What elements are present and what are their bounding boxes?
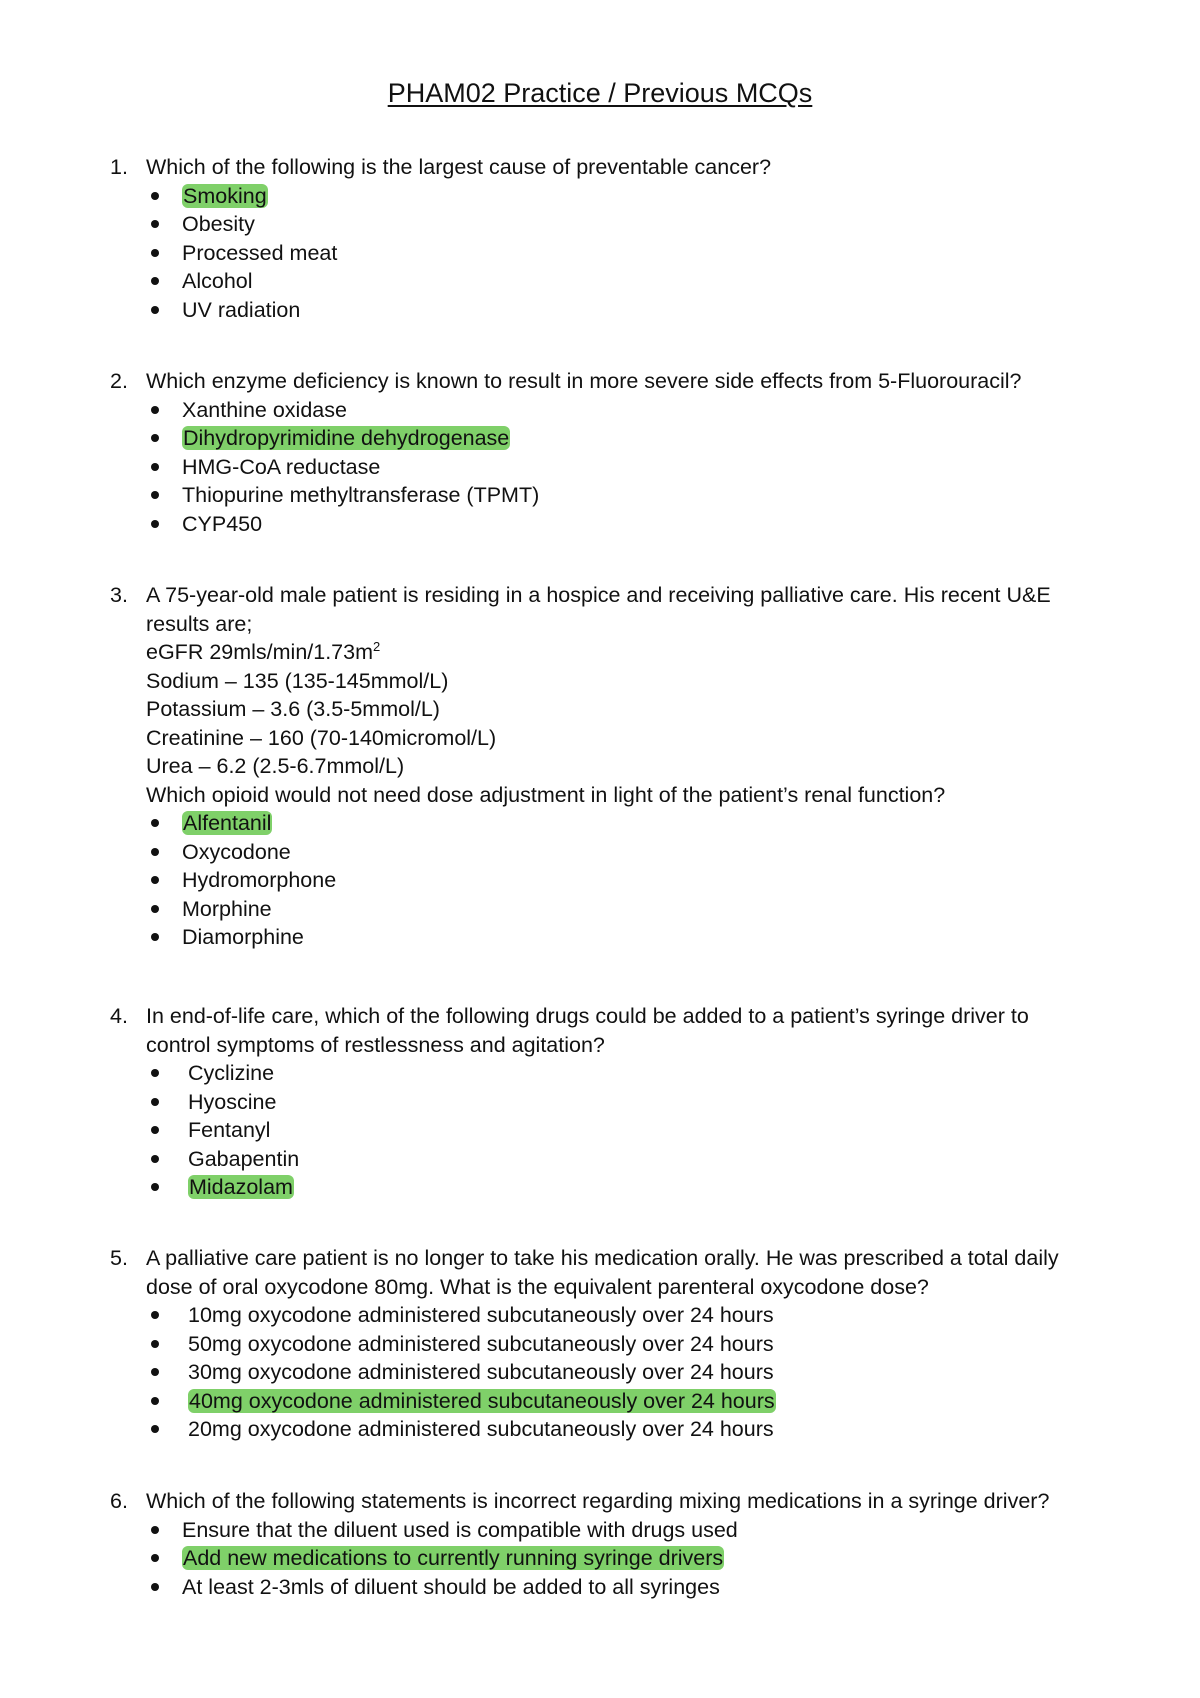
question-text: In end-of-life care, which of the following drugs could be added to a patient’s syringe driver to (146, 1004, 1029, 1028)
bullet-icon (151, 1425, 159, 1433)
question-number: 5. (110, 1246, 128, 1270)
bullet-icon (151, 406, 159, 414)
bullet-icon (151, 1340, 159, 1348)
option-item (110, 1516, 1110, 1545)
option-item (110, 396, 1110, 425)
option-item (110, 481, 1110, 510)
question-text: results are; (146, 611, 253, 636)
question-text: dose of oral oxycodone 80mg. What is the equivalent parenteral oxycodone dose? (146, 1274, 929, 1299)
options-list (110, 396, 1110, 539)
question-number: 1. (110, 155, 128, 179)
option-text: Hydromorphone (182, 868, 337, 892)
correct-answer: Midazolam (189, 1175, 293, 1199)
lab-result: Potassium – 3.6 (3.5-5mmol/L) (146, 697, 440, 721)
bullet-icon (151, 1368, 159, 1376)
options-list (110, 1059, 1110, 1202)
bullet-icon (151, 819, 159, 827)
bullet-icon (151, 1126, 159, 1134)
option-item (110, 1145, 1110, 1174)
option-item (110, 510, 1110, 539)
option-text: Hyoscine (188, 1089, 277, 1114)
bullet-icon (151, 848, 159, 856)
options-list (110, 1516, 1110, 1602)
bullet-icon (151, 1069, 159, 1077)
bullet-icon (151, 876, 159, 884)
option-item (110, 1059, 1110, 1088)
bullet-icon (151, 277, 159, 285)
bullet-icon (151, 491, 159, 499)
option-item (110, 838, 1110, 867)
question-number: 6. (110, 1489, 128, 1513)
option-text: 50mg oxycodone administered subcutaneously over 24 hours (188, 1331, 774, 1356)
question-number: 4. (110, 1004, 128, 1028)
question-text: Which of the following statements is incorrect regarding mixing medications in a syringe driver? (146, 1489, 1050, 1513)
option-item (110, 267, 1110, 296)
option-item (110, 809, 1110, 838)
bullet-icon (151, 905, 159, 913)
option-text: Ensure that the diluent used is compatible with drugs used (182, 1517, 738, 1542)
option-text: Cyclizine (188, 1061, 275, 1085)
option-text: UV radiation (182, 297, 301, 322)
option-item (110, 1088, 1110, 1117)
option-item (110, 1415, 1110, 1444)
option-text: Alcohol (182, 269, 253, 293)
option-text: Fentanyl (188, 1118, 271, 1142)
correct-answer: 40mg oxycodone administered subcutaneously over 24 hours (189, 1388, 775, 1413)
page-title: PHAM02 Practice / Previous MCQs (387, 78, 813, 108)
option-item (110, 1387, 1110, 1416)
option-text: 10mg oxycodone administered subcutaneously over 24 hours (188, 1303, 774, 1327)
question-6 (110, 1487, 1110, 1601)
option-text: Gabapentin (188, 1146, 300, 1171)
correct-answer: Alfentanil (183, 811, 272, 835)
correct-answer: Dihydropyrimidine dehydrogenase (183, 426, 510, 450)
option-item (110, 182, 1110, 211)
option-text: Morphine (182, 896, 272, 921)
option-item (110, 1173, 1110, 1202)
option-item (110, 1301, 1110, 1330)
option-text: CYP450 (182, 511, 263, 536)
correct-answer: Smoking (183, 183, 267, 208)
options-list (110, 182, 1110, 325)
question-text: Which of the following is the largest cause of preventable cancer? (146, 155, 772, 179)
option-item (110, 424, 1110, 453)
options-list (110, 809, 1110, 952)
option-text: Thiopurine methyltransferase (TPMT) (182, 483, 540, 507)
option-item (110, 210, 1110, 239)
question-5 (110, 1244, 1110, 1444)
question-4 (110, 1002, 1110, 1202)
option-item (110, 453, 1110, 482)
option-item (110, 1330, 1110, 1359)
option-item (110, 1544, 1110, 1573)
option-item (110, 866, 1110, 895)
bullet-icon (151, 933, 159, 941)
option-item (110, 296, 1110, 325)
question-1 (110, 153, 1110, 324)
bullet-icon (151, 1526, 159, 1534)
egfr-result: eGFR $29mls/\min/1.73m^2$ (146, 638, 381, 664)
bullet-icon (151, 1554, 159, 1562)
bullet-icon (151, 1311, 159, 1319)
bullet-icon (151, 192, 159, 200)
option-text: Obesity (182, 212, 255, 236)
lab-result: Sodium – 135 (135-145mmol/L) (146, 668, 449, 693)
bullet-icon (151, 306, 159, 314)
bullet-icon (151, 520, 159, 528)
option-text: 30mg oxycodone administered subcutaneously over 24 hours (188, 1360, 774, 1384)
bullet-icon (151, 249, 159, 257)
option-text: HMG-CoA reductase (182, 454, 381, 479)
bullet-icon (151, 1583, 159, 1591)
question-2 (110, 367, 1110, 538)
option-item (110, 1358, 1110, 1387)
question-text: Which opioid would not need dose adjustment in light of the patient’s renal function? (146, 782, 946, 807)
question-number: 2. (110, 369, 128, 393)
bullet-icon (151, 1098, 159, 1106)
option-text: Processed meat (182, 240, 338, 265)
options-list (110, 1301, 1110, 1444)
question-number: 3. (110, 583, 128, 607)
option-text: 20mg oxycodone administered subcutaneously over 24 hours (188, 1417, 774, 1441)
bullet-icon (151, 1397, 159, 1405)
question-text: Which enzyme deficiency is known to result in more severe side effects from 5-Fluorouracil? (146, 369, 1022, 393)
question-text: A 75-year-old male patient is residing in a hospice and receiving palliative care. His recent U&E (146, 583, 1051, 607)
question-text: control symptoms of restlessness and agitation? (146, 1032, 605, 1057)
lab-result: Creatinine – 160 (70-140micromol/L) (146, 725, 497, 750)
question-text: A palliative care patient is no longer to take his medication orally. He was prescribed a total daily (146, 1246, 1059, 1270)
option-text: At least 2-3mls of diluent should be added to all syringes (182, 1574, 720, 1599)
option-item (110, 923, 1110, 952)
correct-answer: Add new medications to currently running syringe drivers (183, 1546, 724, 1570)
bullet-icon (151, 220, 159, 228)
bullet-icon (151, 463, 159, 471)
option-text: Xanthine oxidase (182, 397, 347, 422)
option-item (110, 1573, 1110, 1602)
egfr-superscript: 2 (373, 638, 381, 654)
option-text: Diamorphine (182, 925, 304, 949)
lab-result: Urea – 6.2 (2.5-6.7mmol/L) (146, 754, 405, 778)
option-item (110, 1116, 1110, 1145)
bullet-icon (151, 434, 159, 442)
option-item (110, 239, 1110, 268)
question-3 (110, 581, 1110, 952)
bullet-icon (151, 1183, 159, 1191)
option-item (110, 895, 1110, 924)
option-text: Oxycodone (182, 839, 291, 864)
bullet-icon (151, 1155, 159, 1163)
